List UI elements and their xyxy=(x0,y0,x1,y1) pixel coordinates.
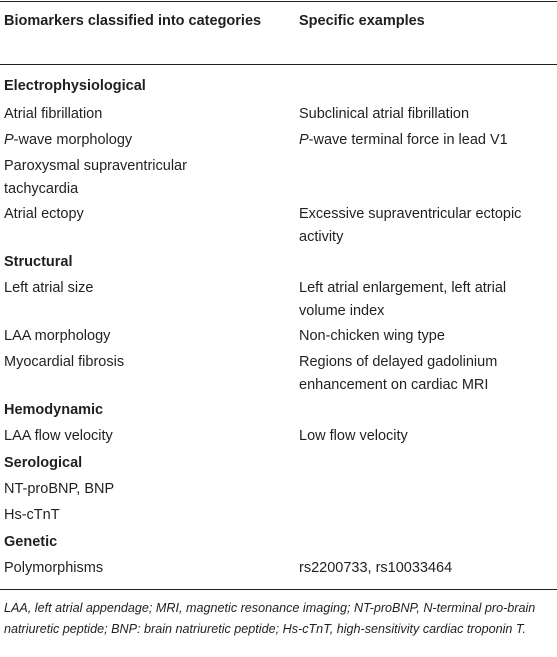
italic-prefix: P xyxy=(299,132,309,148)
table-row-example: Subclinical atrial fibrillation xyxy=(299,106,470,122)
section-title-structural: Structural xyxy=(4,254,73,270)
table-row-example: Low flow velocity xyxy=(299,428,408,444)
example-text: -wave terminal force in lead V1 xyxy=(308,132,508,148)
section-title-serological: Serological xyxy=(4,455,83,471)
table-row-example: rs2200733, rs10033464 xyxy=(299,560,453,576)
table-row-example xyxy=(299,129,549,152)
table-row-marker: Hs-cTnT xyxy=(4,507,60,523)
table-row-marker: NT-proBNP, BNP xyxy=(4,481,115,497)
header-rule xyxy=(0,64,557,65)
table-row-example: Excessive supraventricular ectopic activity xyxy=(299,206,522,245)
table-bottom-rule xyxy=(0,589,557,590)
section-title-electrophysiological: Electrophysiological xyxy=(4,78,146,94)
marker-text: -wave morphology xyxy=(13,132,133,148)
table-row-marker: Atrial ectopy xyxy=(4,206,84,222)
table-row-marker xyxy=(4,129,289,152)
section-title-genetic: Genetic xyxy=(4,534,58,550)
table-row-example: Regions of delayed gadolinium enhancement on cardiac MRI xyxy=(299,354,498,393)
header-col-categories: Biomarkers classified into categories xyxy=(4,13,262,29)
table-row-example: Non-chicken wing type xyxy=(299,328,445,344)
section-title-hemodynamic: Hemodynamic xyxy=(4,402,104,418)
table-footnote: LAA, left atrial appendage; MRI, magnetic resonance imaging; NT-proBNP, N-terminal pro-brain natriuretic peptide; BNP: brain natriuretic peptide; Hs-cTnT, high-sensitivity cardiac troponin T. xyxy=(4,601,536,636)
table-row-marker: LAA morphology xyxy=(4,328,111,344)
table-row-marker: Atrial fibrillation xyxy=(4,106,103,122)
header-col-examples: Specific examples xyxy=(299,13,425,29)
italic-prefix: P xyxy=(4,132,14,148)
table-row-marker: Myocardial fibrosis xyxy=(4,354,125,370)
table-row-marker: LAA flow velocity xyxy=(4,428,113,444)
table-top-rule xyxy=(0,1,557,2)
table-row-example: Left atrial enlargement, left atrial volume index xyxy=(299,280,507,319)
table-row-marker: Paroxysmal supraventricular tachycardia xyxy=(4,158,187,197)
table-row-marker: Left atrial size xyxy=(4,280,94,296)
table-row-marker: Polymorphisms xyxy=(4,560,104,576)
